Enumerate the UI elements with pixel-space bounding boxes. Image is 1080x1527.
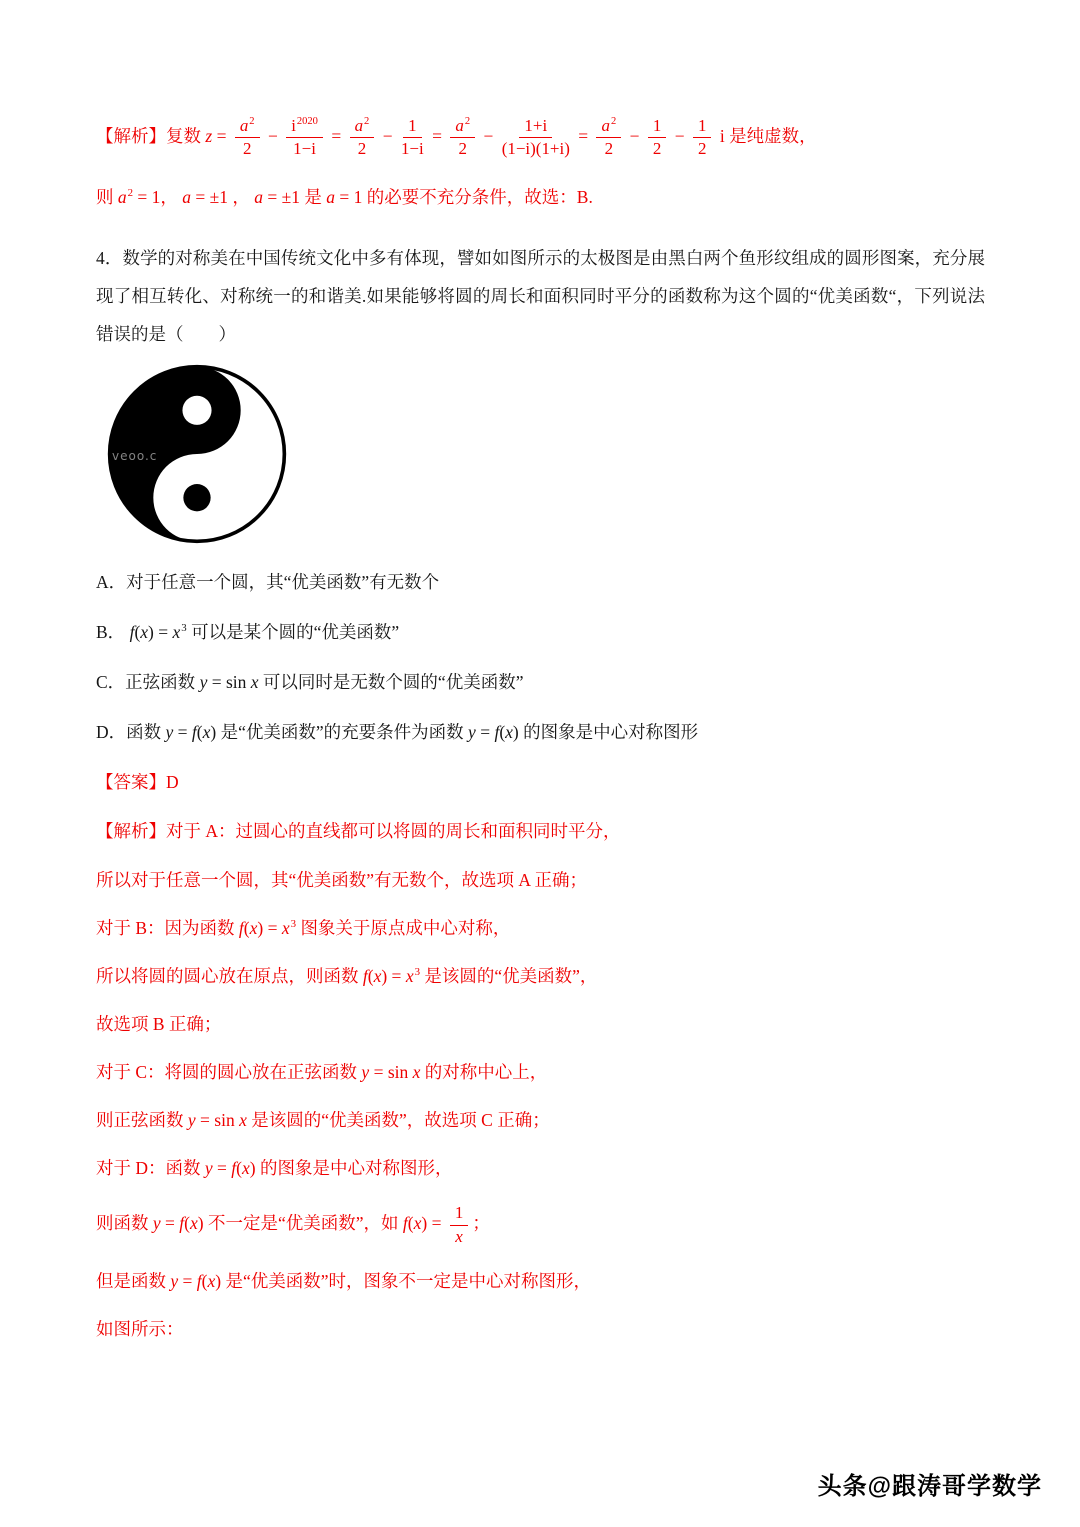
fraction	[502, 116, 570, 160]
text-run: 则	[96, 186, 118, 207]
text-run: 对于 D：函数	[96, 1158, 205, 1179]
fraction-denominator	[401, 138, 424, 159]
math-italic: a	[117, 186, 127, 207]
math-roman: ) =	[421, 1213, 446, 1234]
math-italic: f	[129, 621, 135, 642]
math-italic: f	[196, 1271, 202, 1292]
exponent: 3	[414, 966, 421, 979]
math-italic: x	[249, 917, 258, 938]
math-roman: (1−i)(1+i)	[501, 139, 570, 159]
math-roman: 2	[604, 139, 614, 159]
exponent: 2	[127, 186, 134, 199]
q4-solution-line-8	[96, 1155, 985, 1182]
power-expression	[406, 966, 420, 986]
math-roman: )	[512, 722, 519, 743]
math-roman: −	[625, 125, 644, 146]
math-italic: f	[179, 1213, 185, 1234]
math-roman: 1	[408, 116, 417, 135]
exponent: 2020	[296, 116, 318, 128]
fraction-denominator	[502, 138, 570, 159]
math-roman: 1	[697, 116, 707, 135]
math-roman: )	[249, 1158, 256, 1179]
power-expression	[282, 918, 296, 938]
exponent: 2	[249, 116, 255, 128]
math-roman: =	[475, 722, 495, 743]
math-roman: ) =	[381, 965, 406, 986]
fraction	[286, 116, 323, 160]
q4-solution-line-10	[96, 1268, 985, 1295]
text-run: 的必要不充分条件，故选：	[366, 186, 577, 207]
math-italic: y	[170, 1271, 179, 1292]
text-run: 的图象是中心对称图形，	[255, 1158, 453, 1179]
math-italic: x	[405, 965, 414, 986]
math-roman: = ±1	[263, 186, 305, 207]
math-roman: −	[378, 125, 397, 146]
math-italic: f	[191, 722, 197, 743]
math-italic: f	[231, 1158, 237, 1179]
math-roman: i	[291, 116, 296, 135]
text-run: A．对于任意一个圆，其“优美函数”有无数个	[96, 571, 440, 592]
text-run: ；	[472, 1213, 490, 1234]
fraction-denominator	[653, 138, 661, 159]
math-roman: (	[407, 1213, 414, 1234]
figure-watermark: veoo.c	[112, 448, 158, 463]
math-roman: = sin	[195, 1110, 240, 1131]
math-roman: )	[215, 1271, 222, 1292]
math-italic: y	[152, 1213, 161, 1234]
text-run: ，	[228, 186, 255, 207]
text-run: 则正弦函数	[96, 1110, 188, 1131]
math-italic: x	[242, 1158, 250, 1179]
math-roman: 1+i	[524, 116, 548, 135]
math-roman: ) =	[148, 621, 173, 642]
exponent: 2	[364, 116, 370, 128]
math-italic: a	[455, 116, 464, 135]
math-roman: = 1	[133, 186, 161, 207]
power-expression	[355, 116, 370, 135]
text-run: 故选项 B 正确；	[96, 1013, 222, 1034]
text-run: 则函数	[96, 1213, 153, 1234]
math-roman: (	[134, 621, 141, 642]
math-roman: = ±1	[191, 186, 229, 207]
math-roman: −	[479, 125, 498, 146]
text-run: 是“优美函数”时，图象不一定是中心对称图形，	[221, 1271, 592, 1292]
text-run: C．正弦函数	[96, 672, 200, 693]
text-run: ，	[160, 186, 183, 207]
math-roman: =	[178, 1271, 197, 1292]
text-run: 不一定是“优美函数”，如	[203, 1213, 403, 1234]
math-italic: y	[199, 672, 208, 693]
q4-solution-line-7	[96, 1107, 985, 1134]
math-italic: x	[455, 1226, 463, 1246]
text-run: 是该圆的“优美函数”，故选项 C 正确；	[246, 1110, 550, 1131]
text-run: 是	[304, 186, 327, 207]
math-roman: (	[236, 1158, 242, 1179]
math-italic: x	[140, 621, 149, 642]
fraction-denominator	[455, 1226, 463, 1247]
math-italic: a	[354, 116, 364, 135]
math-italic: x	[239, 1110, 247, 1131]
math-italic: x	[250, 672, 259, 693]
fraction-numerator	[286, 116, 323, 138]
math-italic: x	[202, 722, 211, 743]
math-roman: (	[201, 1271, 208, 1292]
power-expression	[455, 116, 470, 135]
math-italic: x	[281, 917, 290, 938]
fraction-denominator	[358, 138, 366, 159]
math-roman: 2	[458, 139, 467, 159]
q4-solution-line-3	[96, 915, 985, 942]
text-run: 是该圆的“优美函数”，	[420, 965, 598, 986]
fraction	[450, 116, 475, 160]
math-italic: x	[505, 722, 513, 743]
math-roman: =	[212, 1158, 232, 1179]
taiji-figure	[106, 363, 288, 547]
math-roman: =	[573, 125, 593, 146]
math-roman: i	[715, 125, 730, 146]
text-run: D．函数	[96, 722, 166, 743]
math-roman: =	[173, 722, 192, 743]
power-expression	[118, 187, 133, 207]
math-italic: f	[362, 965, 368, 986]
math-italic: a	[254, 186, 264, 207]
q4-option-c	[96, 669, 985, 696]
math-italic: x	[412, 1062, 421, 1083]
fraction	[235, 116, 260, 160]
fraction-numerator	[648, 116, 666, 138]
math-roman: (	[499, 722, 506, 743]
text-run: 【解析】对于 A：过圆心的直线都可以将圆的周长和面积同时平分，	[96, 821, 621, 842]
fraction	[596, 116, 621, 160]
math-italic: a	[326, 186, 336, 207]
power-expression	[291, 116, 318, 135]
text-run: 所以对于任意一个圆，其“优美函数”有无数个，故选项 A 正确；	[96, 869, 587, 890]
math-roman: ) =	[257, 917, 282, 938]
exponent: 3	[181, 622, 187, 635]
fraction-numerator	[450, 116, 475, 138]
q4-solution-line-4	[96, 963, 985, 990]
q4-option-d	[96, 719, 985, 746]
math-italic: x	[373, 965, 382, 986]
fraction-numerator	[235, 116, 260, 138]
math-roman: 2	[697, 139, 707, 159]
math-roman: −	[263, 125, 283, 146]
math-italic: z	[205, 125, 213, 146]
fraction-numerator	[519, 116, 552, 138]
math-italic: y	[204, 1158, 213, 1179]
fraction-numerator	[693, 116, 711, 138]
fraction-denominator	[293, 138, 316, 159]
q4-option-a	[96, 569, 985, 596]
text-run: 的图象是中心对称图形	[518, 722, 699, 743]
math-italic: y	[165, 722, 174, 743]
fraction-denominator	[698, 138, 706, 159]
fraction-numerator	[450, 1203, 468, 1225]
fraction	[648, 116, 666, 160]
math-roman: = sin	[207, 672, 251, 693]
text-run: 对于 B：因为函数	[96, 917, 239, 938]
text-run: 【解析】复数	[96, 125, 206, 146]
q4-solution-line-9	[96, 1203, 985, 1247]
math-italic: a	[601, 116, 610, 135]
math-roman: )	[210, 722, 217, 743]
q4-solution-line-6	[96, 1059, 985, 1086]
math-roman: (	[243, 917, 250, 938]
math-roman: 1	[652, 116, 662, 135]
channel-watermark: 头条@跟涛哥学数学	[817, 1473, 1042, 1500]
math-italic: f	[494, 722, 500, 743]
fraction-denominator	[458, 138, 466, 159]
math-italic: y	[468, 722, 476, 743]
power-expression	[601, 116, 616, 135]
text-run: 的对称中心上，	[420, 1062, 548, 1083]
q4-stem: 4．数学的对称美在中国传统文化中多有体现，譬如如图所示的太极图是由黑白两个鱼形纹组成的圆形图案，充分展现了相互转化、对称统一的和谐美.如果能够将圆的周长和面积同时平分的函数称为这个圆的“优美函数“，下列说法错误的是（ ）	[96, 247, 985, 344]
math-roman: 1−i	[400, 139, 424, 159]
math-roman: = 1	[335, 186, 367, 207]
fraction-numerator	[403, 116, 421, 138]
math-italic: f	[238, 917, 244, 938]
fraction	[401, 116, 424, 160]
math-italic: y	[361, 1062, 370, 1083]
math-italic: x	[207, 1271, 216, 1292]
math-italic: x	[172, 621, 181, 642]
text-run: 所以将圆的圆心放在原点，则函数	[96, 965, 363, 986]
math-roman: =	[160, 1213, 180, 1234]
exponent: 3	[290, 917, 297, 930]
q4-option-b	[96, 619, 985, 646]
math-italic: f	[402, 1213, 408, 1234]
text-run: 是“优美函数”的充要条件为函数	[216, 722, 469, 743]
math-italic: x	[413, 1213, 422, 1234]
math-roman: =	[212, 125, 231, 146]
math-roman: B.	[576, 186, 593, 207]
math-roman: −	[670, 125, 689, 146]
fraction-numerator	[596, 116, 621, 138]
power-expression	[240, 116, 255, 135]
q4-solution-line-11	[96, 1316, 985, 1343]
text-run: 对于 C：将圆的圆心放在正弦函数	[96, 1062, 362, 1083]
math-italic: x	[189, 1213, 198, 1234]
math-roman: =	[427, 125, 447, 146]
q4-answer-line: 【答案】D	[96, 772, 179, 793]
math-italic: a	[182, 186, 192, 207]
math-roman: 2	[357, 139, 367, 159]
fraction	[693, 116, 711, 160]
text-run: 但是函数	[96, 1271, 171, 1292]
fraction-numerator	[350, 116, 375, 138]
q4-solution-line-5	[96, 1011, 985, 1038]
q3-solution-conclusion	[96, 184, 985, 211]
math-italic: a	[239, 116, 249, 135]
math-roman: 1	[454, 1203, 464, 1223]
math-roman: (	[196, 722, 203, 743]
text-run: 如图所示：	[96, 1319, 184, 1340]
text-run: 图象关于原点成中心对称，	[296, 917, 511, 938]
text-run: 可以同时是无数个圆的“优美函数”	[258, 672, 524, 693]
math-roman: 1−i	[293, 139, 316, 159]
math-italic: y	[187, 1110, 196, 1131]
math-roman: =	[326, 125, 346, 146]
fraction-denominator	[243, 138, 251, 159]
exponent: 2	[610, 116, 617, 128]
text-run: 可以是某个圆的“优美函数”	[186, 621, 400, 642]
power-expression	[173, 622, 187, 642]
math-roman: 2	[652, 139, 662, 159]
fraction-denominator	[605, 138, 613, 159]
text-run: 是纯虚数，	[729, 125, 817, 146]
math-roman: (	[184, 1213, 190, 1234]
fraction	[350, 116, 375, 160]
math-roman: (	[367, 965, 374, 986]
q4-solution-line-2	[96, 867, 985, 894]
math-roman: )	[197, 1213, 204, 1234]
fraction	[450, 1203, 468, 1247]
q3-solution-formula	[96, 116, 985, 160]
exponent: 2	[464, 116, 471, 128]
q4-solution-line-1	[96, 818, 985, 845]
math-roman: 2	[242, 139, 252, 159]
math-roman: = sin	[369, 1062, 413, 1083]
text-run: B．	[96, 621, 130, 642]
